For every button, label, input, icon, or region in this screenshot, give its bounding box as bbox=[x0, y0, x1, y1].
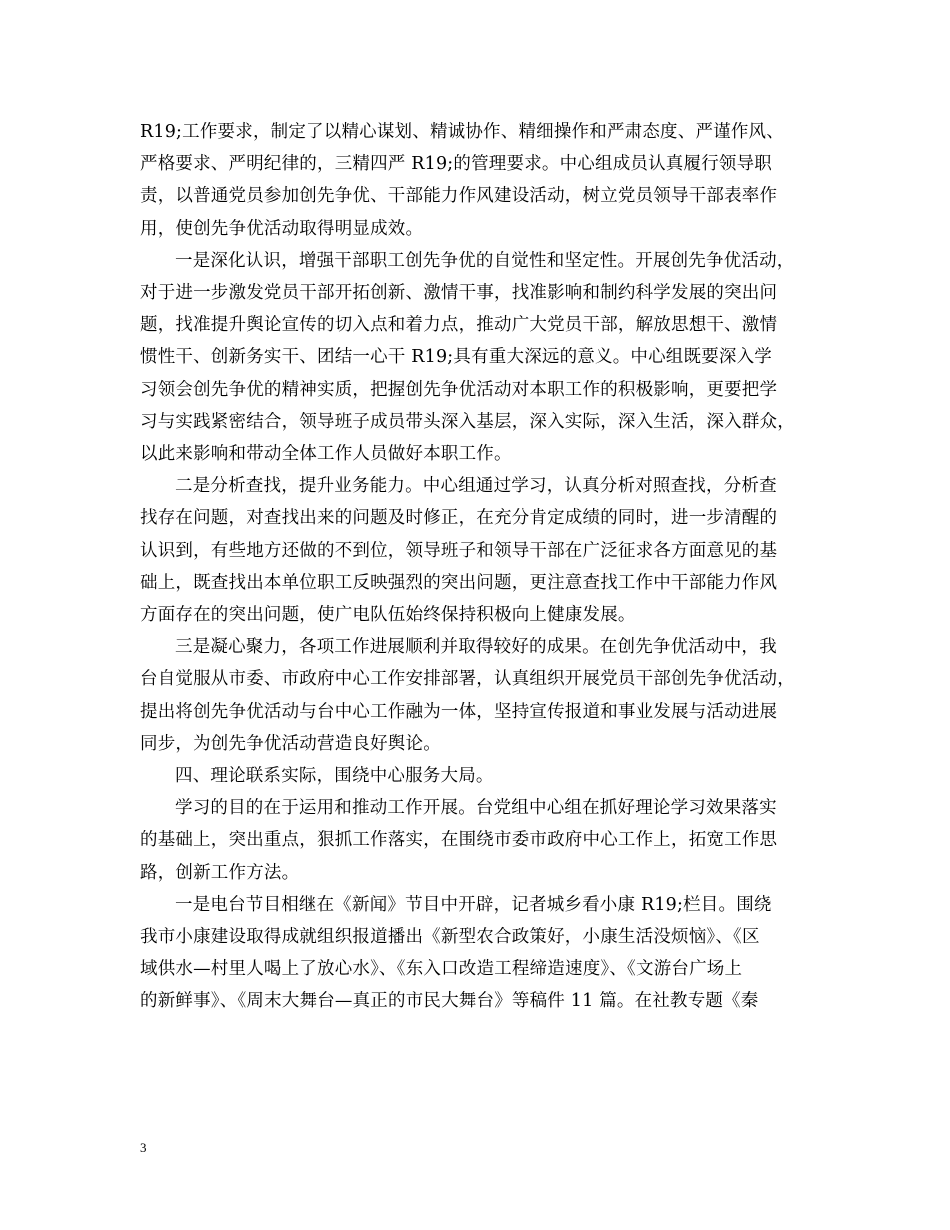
text-line: 一是深化认识，增强干部职工创先争优的自觉性和坚定性。开展创先争优活动， bbox=[175, 250, 795, 271]
body-text bbox=[140, 116, 822, 1018]
text-line: 惯性干、创新务实干、团结一心干 R19;具有重大深远的意义。中心组既要深入学 bbox=[140, 347, 773, 368]
text-line: 的基础上，突出重点，狠抓工作落实，在围绕市委市政府中心工作上，拓宽工作思 bbox=[140, 830, 778, 851]
text-line: 二是分析查找，提升业务能力。中心组通过学习，认真分析对照查找，分析查 bbox=[175, 476, 777, 497]
paragraph bbox=[140, 116, 822, 245]
text-line: 题，找准提升舆论宣传的切入点和着力点，推动广大党员干部，解放思想干、激情 bbox=[140, 315, 778, 336]
text-line: 找存在问题，对查找出来的问题及时修正，在充分肯定成绩的同时，进一步清醒的 bbox=[140, 508, 778, 529]
text-line: 台自觉服从市委、市政府中心工作安排部署，认真组织开展党员干部创先争优活动， bbox=[140, 669, 795, 690]
text-line: 提出将创先争优活动与台中心工作融为一体，坚持宣传报道和事业发展与活动进展 bbox=[140, 701, 778, 722]
text-line: 对于进一步激发党员干部开拓创新、激情干事，找准影响和制约科学发展的突出问 bbox=[140, 283, 778, 304]
page-number: 3 bbox=[140, 1140, 147, 1155]
text-line: 我市小康建设取得成就组织报道播出《新型农合政策好，小康生活没烦恼》、《区 bbox=[140, 927, 760, 948]
text-line: 习与实践紧密结合，领导班子成员带头深入基层，深入实际，深入生活，深入群众， bbox=[140, 411, 795, 432]
text-line: 用，使创先争优活动取得明显成效。 bbox=[140, 218, 424, 239]
text-line: 严格要求、严明纪律的，三精四严 R19;的管理要求。中心组成员认真履行领导职 bbox=[140, 154, 773, 175]
text-line: 方面存在的突出问题，使广电队伍始终保持积极向上健康发展。 bbox=[140, 605, 636, 626]
text-line: 四、理论联系实际，围绕中心服务大局。 bbox=[175, 766, 494, 787]
paragraph bbox=[140, 631, 822, 760]
paragraph bbox=[140, 245, 822, 470]
paragraph bbox=[140, 889, 822, 1018]
paragraph bbox=[140, 792, 822, 889]
text-line: 域供水—村里人喝上了放心水》、《东入口改造工程缔造速度》、《文游台广场上 bbox=[140, 959, 743, 980]
text-line: 以此来影响和带动全体工作人员做好本职工作。 bbox=[140, 444, 512, 465]
text-line: R19;工作要求，制定了以精心谋划、精诚协作、精细操作和严肃态度、严谨作风、 bbox=[140, 122, 784, 142]
text-line: 同步，为创先争优活动营造良好舆论。 bbox=[140, 733, 441, 754]
paragraph bbox=[140, 760, 822, 792]
text-line: 一是电台节目相继在《新闻》节目中开辟，记者城乡看小康 R19;栏目。围绕 bbox=[175, 894, 772, 915]
text-line: 三是凝心聚力，各项工作进展顺利并取得较好的成果。在创先争优活动中，我 bbox=[175, 637, 777, 658]
text-line: 认识到，有些地方还做的不到位，领导班子和领导干部在广泛征求各方面意见的基 bbox=[140, 540, 778, 561]
paragraph bbox=[140, 470, 822, 631]
text-line: 础上，既查找出本单位职工反映强烈的突出问题，更注意查找工作中干部能力作风 bbox=[140, 572, 778, 593]
text-line: 的新鲜事》、《周末大舞台—真正的市民大舞台》等稿件 11 篇。在社教专题《秦 bbox=[140, 991, 759, 1012]
text-line: 学习的目的在于运用和推动工作开展。台党组中心组在抓好理论学习效果落实 bbox=[175, 798, 777, 819]
text-line: 责，以普通党员参加创先争优、干部能力作风建设活动，树立党员领导干部表率作 bbox=[140, 186, 778, 207]
text-line: 习领会创先争优的精神实质，把握创先争优活动对本职工作的积极影响，更要把学 bbox=[140, 379, 778, 400]
text-line: 路，创新工作方法。 bbox=[140, 862, 300, 883]
